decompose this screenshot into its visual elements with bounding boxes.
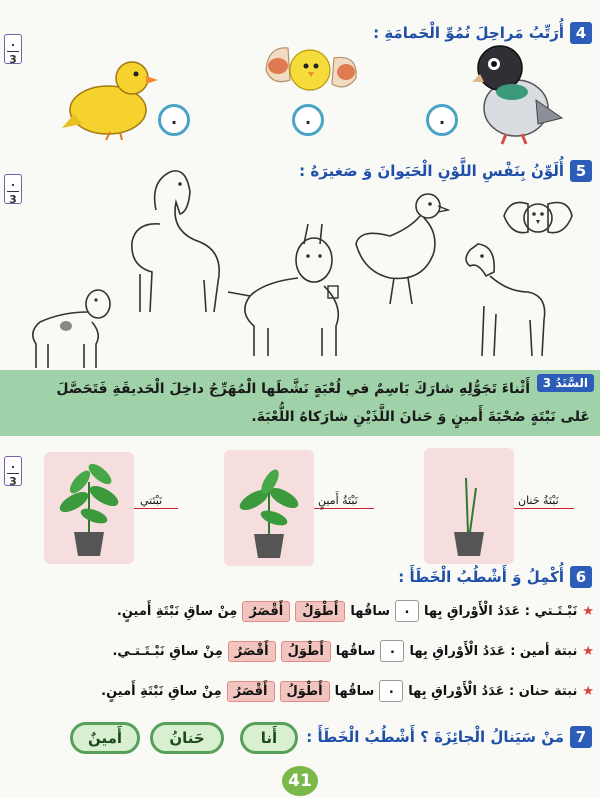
row-subject: نبتة حنان : عَدَدُ الْأَوْراقِ بِها (408, 683, 578, 699)
goat-outline (224, 216, 354, 366)
q6-row-1 (117, 600, 594, 622)
hen-outline (350, 188, 450, 308)
foal-outline (448, 236, 552, 366)
q4-title: أُرَتِّبُ مَراحِلَ نُمُوِّ الْحَمامَةِ : (373, 24, 564, 42)
q6-row-3 (101, 680, 594, 702)
order-circle-3[interactable]: . (426, 104, 458, 136)
answer-box[interactable]: . (380, 640, 404, 662)
plant-label-mine: نَبْتَتي (140, 494, 163, 507)
score-dot: . (10, 176, 16, 189)
q7-number: 7 (570, 726, 592, 748)
q5-heading (299, 160, 592, 182)
order-circle-2[interactable]: . (292, 104, 324, 136)
option-longer[interactable]: أَطْوَلُ (295, 601, 345, 622)
row-subject: نَبْـتَـتي : عَدَدُ الْأَوْراقِ بِها (424, 603, 578, 619)
score-box-q4 (4, 34, 22, 64)
plant-line-amin (314, 508, 374, 509)
row-subject: نبتة أمين : عَدَدُ الْأَوْراقِ بِها (409, 643, 578, 659)
score-value: 3 (7, 473, 19, 487)
answer-box[interactable]: . (395, 600, 419, 622)
q5-number: 5 (570, 160, 592, 182)
plant-line-mine (134, 508, 178, 509)
score-value: 3 (7, 51, 19, 65)
star-icon: ★ (582, 603, 594, 619)
option-longer[interactable]: أَطْوَلُ (281, 641, 331, 662)
q5-title: أُلَوِّنُ بِنَفْسِ اللَّوْنِ الْحَيَوانَ وَ صَغيرَهُ : (299, 162, 564, 180)
row-stem: ساقُها (350, 603, 391, 619)
choice-me[interactable]: أَنا (240, 722, 298, 754)
potted-plant-icon (224, 450, 314, 566)
q6-number: 6 (570, 566, 592, 588)
choice-hanan[interactable]: حَنانُ (150, 722, 224, 754)
hatching-chick-illustration (258, 40, 368, 100)
row-tail: مِنْ ساقِ نَبْـتَـتـي. (112, 643, 223, 659)
q7-title: مَنْ سَيَنالُ الْجائِزَةَ ؟ أَشْطُبُ الْخَطَأَ : (306, 728, 564, 746)
situation-line-1: أَثْناءَ تَجَوُّلِهِ شارَكَ بَاسِمٌ في لُعْبَةٍ نَشَّطَها الْمُهَرِّجُ داخِلَ الْحَديقَةِ فَتَحَصَّلَ (56, 381, 530, 397)
score-box-plants (4, 456, 22, 486)
row-tail: مِنْ ساقِ نَبْتَةِ أَمينٍ. (116, 603, 238, 619)
order-circle-1[interactable]: . (158, 104, 190, 136)
page-number: 41 (282, 766, 318, 796)
pigeon-illustration (466, 40, 566, 148)
star-icon: ★ (582, 643, 594, 659)
q6-title: أُكْمِلُ وَ أَشْطُبُ الْخَطَأَ : (398, 568, 564, 586)
star-icon: ★ (582, 683, 594, 699)
potted-plant-icon (424, 448, 514, 564)
plant-card-hanan (424, 448, 514, 564)
plant-label-amin: نَبْتَةُ أَمينٍ (318, 494, 358, 507)
option-shorter[interactable]: أَقْصَرُ (242, 601, 290, 622)
plant-card-amin (224, 450, 314, 566)
q7-heading (306, 726, 592, 748)
situation-line-2: عَلى نَبْتَةٍ صُحْبَةَ أَمينٍ وَ حَنانَ اللَّذَيْنِ شارَكاهُ اللُّعْبَةَ. (251, 409, 590, 425)
situation-badge: السَّنَدُ 3 (537, 374, 594, 392)
score-value: 3 (7, 191, 19, 205)
plant-line-hanan (514, 508, 574, 509)
score-box-q5 (4, 174, 22, 204)
horse-outline (110, 162, 230, 322)
score-dot: . (10, 458, 16, 471)
q4-number: 4 (570, 22, 592, 44)
plant-card-mine (44, 452, 134, 564)
option-longer[interactable]: أَطْوَلُ (280, 681, 330, 702)
score-dot: . (10, 36, 16, 49)
chick-bird-illustration (60, 52, 160, 142)
kid-goat-outline (22, 282, 122, 372)
option-shorter[interactable]: أَقْصَرُ (227, 681, 275, 702)
q6-row-2 (112, 640, 594, 662)
answer-box[interactable]: . (379, 680, 403, 702)
q6-heading (398, 566, 592, 588)
row-stem: ساقُها (335, 643, 376, 659)
row-tail: مِنْ ساقِ نَبْتَةِ أَمينٍ. (101, 683, 222, 699)
potted-plant-icon (44, 452, 134, 564)
plant-label-hanan: نَبْتَةُ حَنان (518, 494, 559, 507)
row-stem: ساقُها (334, 683, 375, 699)
option-shorter[interactable]: أَقْصَرُ (228, 641, 276, 662)
choice-amin[interactable]: أَمينٌ (70, 722, 140, 754)
